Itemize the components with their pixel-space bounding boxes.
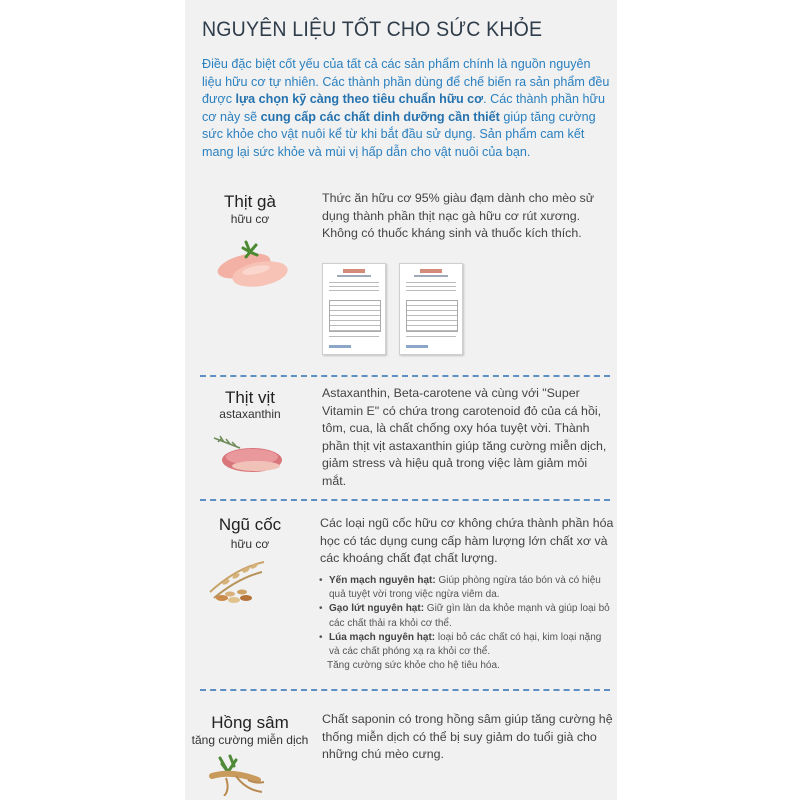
item-description-grains: Các loại ngũ cốc hữu cơ không chứa thành phần hóa học có tác dụng cung cấp hàm lượng lớn chất xơ và các khoáng chất đạt chất lượng.	[320, 516, 614, 566]
grain-benefit: Giữ gìn làn da khỏe mạnh và giúp loại bỏ các chất thải ra khỏi cơ thể.	[329, 603, 610, 629]
section-divider	[200, 689, 610, 691]
grain-name: Lúa mạch nguyên hạt:	[329, 631, 436, 643]
item-subtitle-grains: hữu cơ	[230, 537, 270, 551]
intro-highlight: cung cấp các chất dinh dưỡng cần thiết	[260, 109, 500, 124]
grain-benefit: Giúp phòng ngừa táo bón và có hiệu quả tuyệt vời trong việc ngừa viêm da.	[329, 575, 601, 601]
item-title-grains: Ngũ cốc	[218, 515, 282, 534]
grain-benefits-list	[323, 574, 613, 673]
ginseng-image	[206, 752, 266, 796]
item-subtitle-ginseng: tăng cường miễn dịch	[191, 733, 309, 747]
digestion-note: Tăng cường sức khỏe cho hệ tiêu hóa.	[327, 660, 500, 672]
intro-text: giúp tăng cường sức khỏe cho vật nuôi kể từ khi bắt đầu sử dụng. Sản phẩm cam kết mang lại sức khỏe và mùi vị hấp dẫn cho vật nuôi của bạn.	[202, 109, 596, 159]
grain-benefit: loại bỏ các chất có hại, kim loại nặng và các chất phóng xạ ra khỏi cơ thể.	[329, 631, 602, 658]
duck-meat-image	[210, 430, 290, 478]
intro-highlight: lựa chọn kỹ càng theo tiêu chuẩn hữu cơ	[235, 92, 484, 107]
certificate-image	[322, 263, 386, 355]
item-subtitle-chicken: hữu cơ	[230, 212, 270, 226]
item-subtitle-duck: astaxanthin	[219, 407, 281, 421]
chicken-breast-image	[210, 236, 294, 294]
item-title-ginseng: Hồng sâm	[211, 713, 289, 732]
list-item	[323, 631, 613, 659]
list-item	[323, 602, 613, 630]
grain-name: Gạo lứt nguyên hạt:	[329, 603, 425, 615]
grain-name: Yến mạch nguyên hạt:	[329, 575, 436, 586]
intro-text: . Các thành phần hữu cơ này sẽ	[202, 92, 605, 124]
item-title-chicken: Thịt gà	[224, 192, 276, 211]
grains-image	[206, 558, 268, 606]
item-title-duck: Thịt vịt	[224, 388, 276, 407]
intro-text: Điều đặc biệt cốt yếu của tất cả các sản phẩm chính là nguồn nguyên liệu hữu cơ tự nhiên. Các thành phần dùng để chế biến ra sản phẩm đều được	[202, 57, 610, 107]
intro-paragraph	[202, 56, 612, 162]
list-item	[323, 574, 613, 602]
section-divider	[200, 375, 610, 377]
item-description-ginseng: Chất saponin có trong hồng sâm giúp tăng cường hệ thống miễn dịch có thể bị suy giảm do tuổi già cho những chú mèo cưng.	[322, 712, 613, 762]
item-description-chicken: Thức ăn hữu cơ 95% giàu đạm dành cho mèo sử dụng thành phần thịt nạc gà hữu cơ rút xương. Không có thuốc kháng sinh và thuốc kích thích.	[322, 191, 595, 241]
item-description-duck: Astaxanthin, Beta-carotene và cùng với "Super Vitamin E" có chứa trong carotenoid đỏ của cá hồi, tôm, cua, là chất chống oxy hóa tuyệt vời. Thành phần thịt vịt astaxanthin giúp tăng cường miễn dịch, giảm stress và hiệu quả trong việc làm giảm mỏi mắt.	[322, 386, 607, 488]
section-divider	[200, 499, 610, 501]
certificate-image	[399, 263, 463, 355]
page-title: NGUYÊN LIỆU TỐT CHO SỨC KHỎE	[202, 18, 543, 41]
